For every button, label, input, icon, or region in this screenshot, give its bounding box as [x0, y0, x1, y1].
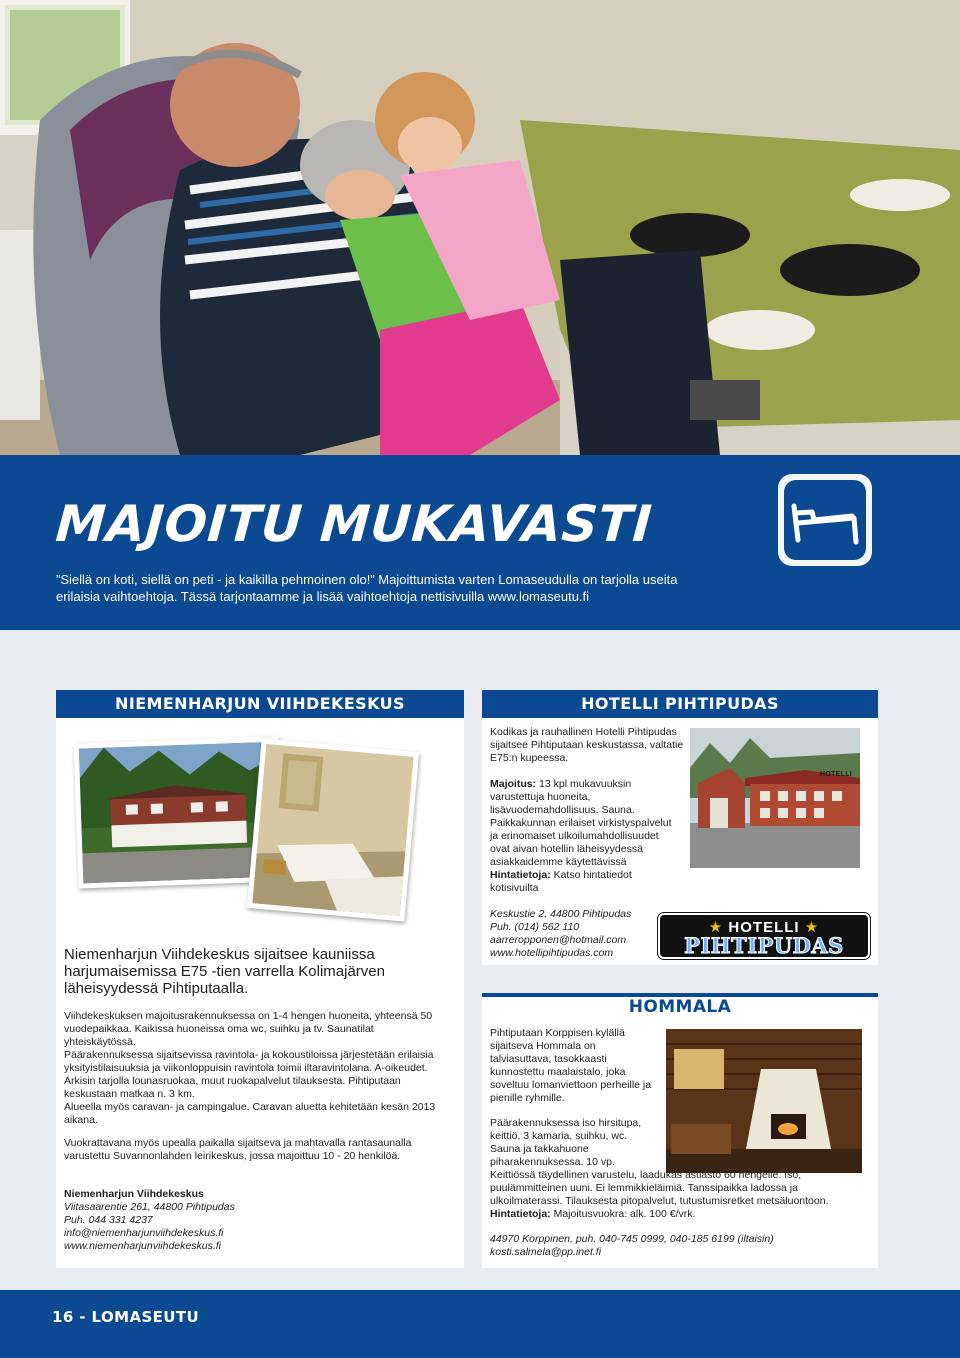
pihtipudas-majoitus-label: Majoitus: [490, 778, 537, 790]
hero-photo-illustration [0, 0, 960, 455]
hero-photo [0, 0, 960, 455]
star-icon: ★ [804, 919, 820, 936]
pihtipudas-heading: HOTELLI PIHTIPUDAS [482, 690, 878, 718]
niemenharju-contact-name: Niemenharjun Viihdekeskus [64, 1188, 204, 1200]
pihtipudas-hinta-text: Katso hintatiedot kotisivuilta [490, 869, 632, 894]
page-number-label: 16 - LOMASEUTU [52, 1308, 200, 1326]
pihtipudas-hinta [490, 869, 675, 895]
hommala-heading-text: HOMMALA [628, 997, 732, 1017]
hommala-heading [482, 993, 878, 1021]
pihtipudas-lead: Kodikas ja rauhallinen Hotelli Pihtipudas sijaitsee Pihtiputaan keskustassa, valtatie E75:n kupeessa. [490, 726, 684, 764]
niemenharju-heading: NIEMENHARJUN VIIHDEKESKUS [56, 690, 464, 718]
hommala-hinta-label: Hintatietoja: [490, 1208, 551, 1220]
pihtipudas-hinta-label: Hintatietoja: [490, 869, 551, 881]
niemenharju-card [56, 690, 464, 1268]
niemenharju-lead: Niemenharjun Viihdekeskus sijaitsee kauniissa harjumaisemissa E75 -tien varrella Kolimajärven läheisyydessä Pihtiputaalla. [64, 946, 385, 997]
niemenharju-body-restaurant: Päärakennuksessa sijaitsevissa ravintola- ja kokoustiloissa järjestetään erilaisia yksityistilaisuuksia ja viikonloppuisin ravintola toimii iltaravintolana. A-oikeudet. Arkisin tarjolla lounasruokaa, muut ruokapalvelut tilauksesta. Pihtiputaan keskustaan matkaa n. 3 km. [64, 1049, 434, 1100]
hommala-body-details-text: Päärakennuksessa iso hirsitupa, keittiö, 3 kamaria, suihku, wc. Sauna ja takkahuone piharakennuksessa. 10 vp. Keittiössä täydellinen varustelu, laadukas astiasto 60 hengelle. Iso, puulämmitteinen uuni. Ei lemmikkieläimiä. Tanssipaikka ladossa ja ulkoilmaterassi. Tilauksesta pitopalvelut, tutustumisretket metsäluontoon. [490, 1117, 829, 1207]
pihtipudas-majoitus-text: 13 kpl mukavuuksin varustettuja huoneita, lisävuodemahdollisuus. Sauna. Paikkakunnan erilaiset virkistyspalvelut ja erinomaiset ulkoilumahdollisuudet ovat aivan hotellin läheisyydessä asiakkaidemme käytettävissä [490, 778, 672, 868]
hommala-body-details-wrap [490, 1117, 860, 1208]
niemenharju-body-camping: Alueella myös caravan- ja campingalue. Caravan aluetta kehitetään kesän 2013 aikana. [64, 1101, 436, 1126]
logo-line1: HOTELLI [728, 919, 800, 936]
star-icon: ★ [708, 919, 724, 936]
pihtipudas-contact-phone: Puh. (014) 562 110 [490, 921, 580, 933]
pihtipudas-contact-address: Keskustie 2, 44800 Pihtipudas [490, 908, 632, 920]
niemenharju-room-photo [247, 738, 419, 921]
niemenharju-contact-web[interactable]: www.niemenharjunviihdekeskus.fi [64, 1240, 221, 1252]
hommala-hinta-text: Majoitusvuokra: alk. 100 €/vrk. [553, 1208, 696, 1220]
niemenharju-contact-email[interactable]: info@niemenharjunviihdekeskus.fi [64, 1227, 224, 1239]
hommala-contact-address: 44970 Korppinen, puh. 040-745 0999, 040-185 6199 (iltaisin) [490, 1233, 774, 1245]
pihtipudas-contact-email[interactable]: aarreropponen@hotmail.com [490, 934, 627, 946]
hotelli-pihtipudas-logo [658, 913, 870, 959]
logo-line2: PIHTIPUDAS [684, 933, 844, 958]
niemenharju-body-camp: Vuokrattavana myös upealla paikalla sijaitseva ja mahtavalla rantasaunalla varustettu Suvannonlahden leirikeskus, jossa majoittuu 10 - 20 henkilöä. [64, 1137, 412, 1162]
page-footer [0, 1290, 960, 1358]
niemenharju-contact-phone: Puh. 044 331 4237 [64, 1214, 153, 1226]
hommala-contact-email[interactable]: kosti.salmela@pp.inet.fi [490, 1246, 602, 1258]
intro-text: ”Siellä on koti, siellä on peti - ja kaikilla pehmoinen olo!” Majoittumista varten Lomaseudulla on tarjolla useita erilaisia vaihtoehtoja. Tässä tarjontaamme ja lisää vaihtoehtoja nettisivuilla www.lomaseutu.fi [56, 572, 678, 604]
niemenharju-contact-address: Viitasaarentie 261, 44800 Pihtipudas [64, 1201, 235, 1213]
hommala-card [482, 993, 878, 1268]
hommala-photo-spacer [660, 1117, 860, 1169]
page-title: MAJOITU MUKAVASTI [53, 495, 654, 553]
bed-icon [772, 468, 878, 584]
hommala-hinta [490, 1208, 860, 1221]
hommala-body-intro: Pihtiputaan Korppisen kylällä sijaitseva Hommala on talviasuttava, tasokkaasti kunnostettu maalaistalo, joka soveltuu lomanviettoon perheille ja pienille ryhmille. [490, 1027, 652, 1104]
pihtipudas-majoitus [490, 778, 675, 869]
pihtipudas-hotel-photo [690, 728, 860, 868]
hommala-heading-rule [482, 993, 878, 997]
niemenharju-body-rooms: Viihdekeskuksen majoitusrakennuksessa on 1-4 hengen huoneita, yhteensä 50 vuodepaikkaa. Kaikissa huoneissa oma wc, suihku ja tv. Saunatilat yhteiskäytössä. [64, 1010, 433, 1048]
pihtipudas-sign-text: HOTELLI [820, 771, 853, 778]
pihtipudas-contact-web[interactable]: www.hotellipihtipudas.com [490, 947, 614, 959]
